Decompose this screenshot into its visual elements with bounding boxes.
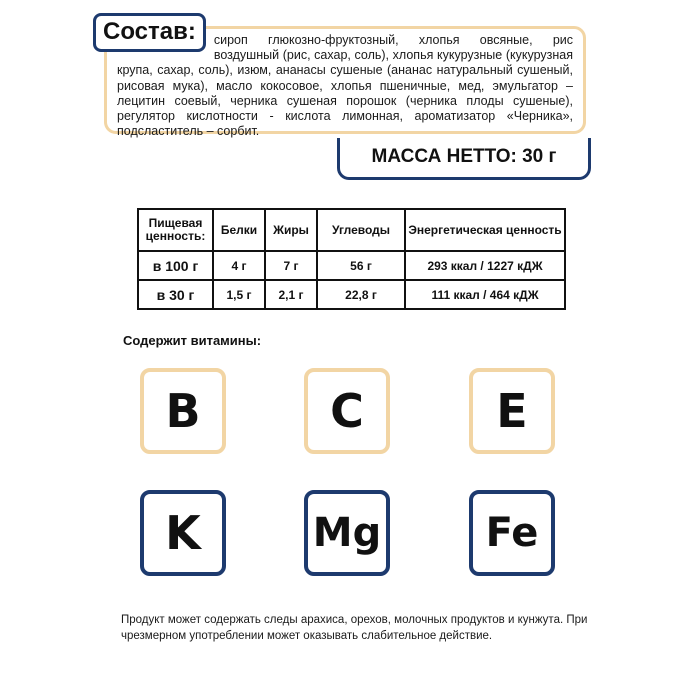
mineral-tile-fe: Fe xyxy=(469,490,555,576)
protein-cell: 4 г xyxy=(213,251,265,280)
header-fat: Жиры xyxy=(265,209,317,251)
protein-cell: 1,5 г xyxy=(213,280,265,309)
header-nutrition-value: Пищевая ценность: xyxy=(138,209,213,251)
row-label: в 30 г xyxy=(138,280,213,309)
fat-cell: 7 г xyxy=(265,251,317,280)
vitamin-tile-e: E xyxy=(469,368,555,454)
vitamin-tile-b: B xyxy=(140,368,226,454)
allergen-note: Продукт может содержать следы арахиса, орехов, молочных продуктов и кунжута. При чрезмерном употреблении может оказывать слабительное действие. xyxy=(121,614,588,642)
nutrition-row-30g xyxy=(138,280,565,309)
nutrition-row-100g xyxy=(138,251,565,280)
nutrition-table xyxy=(137,208,566,310)
header-carbs: Углеводы xyxy=(317,209,405,251)
row-label: в 100 г xyxy=(138,251,213,280)
energy-cell: 111 ккал / 464 кДЖ xyxy=(405,280,565,309)
vitamins-label: Содержит витамины: xyxy=(123,333,262,348)
header-energy: Энергетическая ценность xyxy=(405,209,565,251)
fat-cell: 2,1 г xyxy=(265,280,317,309)
mineral-tile-mg: Mg xyxy=(304,490,390,576)
composition-box xyxy=(103,18,586,139)
net-mass: МАССА НЕТТО: 30 г xyxy=(337,138,591,180)
energy-cell: 293 ккал / 1227 кДЖ xyxy=(405,251,565,280)
mineral-tile-k: K xyxy=(140,490,226,576)
vitamin-tile-c: C xyxy=(304,368,390,454)
header-protein: Белки xyxy=(213,209,265,251)
carbs-cell: 22,8 г xyxy=(317,280,405,309)
carbs-cell: 56 г xyxy=(317,251,405,280)
nutrition-header-row xyxy=(138,209,565,251)
composition-text: сироп глюкозно-фруктозный, хлопья овсяные, рис воздушный (рис, сахар, соль), хлопья кукурузные (кукурузная крупа, сахар, соль), изюм, ананасы сушеные (ананас натуральный сушеный, рисовая мука), масло кокосовое, хлопья пшеничные, мед, эмульгатор – лецитин соевый, черника сушеная порошок (черника плоды сушеные), регулятор кислотности - кислота лимонная, ароматизатор «Черника», подсластитель – сорбит. xyxy=(117,33,573,139)
composition-title: Состав: xyxy=(93,13,206,52)
